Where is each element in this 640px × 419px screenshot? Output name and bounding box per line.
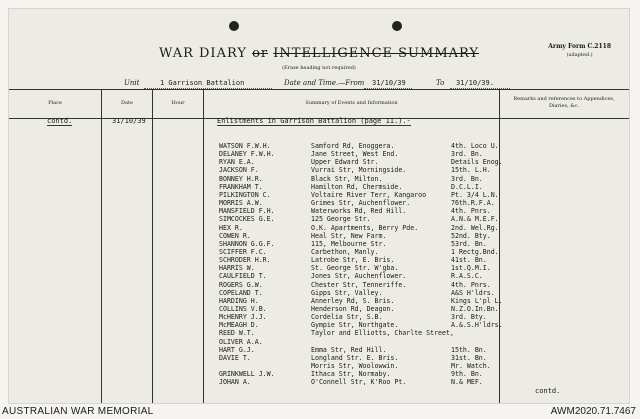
enlistee-name: COWEN R.	[219, 231, 251, 240]
enlistee-name: COPELAND T.	[219, 288, 263, 297]
enlistee-name: OLIVER A.A.	[219, 337, 263, 346]
enlistee-address: Gipps Str, Valley.	[311, 288, 383, 297]
archive-name: AUSTRALIAN WAR MEMORIAL	[2, 406, 154, 417]
enlistee-name: RYAN E.A.	[219, 158, 255, 167]
date-cell: 31/10/39	[112, 117, 146, 125]
enlistee-unit: 52nd. Bty.	[451, 231, 491, 240]
enlistee-address: Carbethon, Manly.	[311, 247, 379, 256]
col-rule-2	[152, 89, 153, 403]
datetime-label: Date and Time.—From	[284, 79, 365, 87]
enlistee-name: HARRIS W.	[219, 264, 255, 273]
enlistee-unit: 76th.R.F.A.	[451, 199, 495, 208]
enlistee-address: Samford Rd, Enoggera.	[311, 142, 395, 150]
form-title	[9, 46, 629, 61]
col-header-hour: Hour	[171, 100, 185, 106]
enlistee-name: GRINKWELL J.W.	[219, 370, 275, 379]
list-item	[219, 281, 509, 289]
enlistee-address: Black Str, Milton.	[311, 174, 383, 183]
enlistee-address: Cordelia Str, S.B.	[311, 313, 383, 322]
to-label: To	[436, 79, 445, 87]
list-item	[219, 183, 509, 191]
list-item	[219, 240, 509, 248]
enlistee-name: MANSFIELD F.H.	[219, 207, 275, 216]
remarks-contd: contd.	[535, 387, 561, 395]
enlistee-name: SIMCOCKES G.E.	[219, 215, 275, 224]
enlistee-unit: R.A.S.C.	[451, 272, 483, 281]
summary-heading: Enlistments in Garrison Battalion (page 11.).-	[217, 117, 411, 125]
enlistee-address: Vurrai Str, Morningside.	[311, 166, 407, 175]
enlistee-name: JOHAN A.	[219, 378, 251, 387]
enlistee-unit: 1st.Q.M.I.	[451, 264, 491, 273]
enlistee-address: Jones Str, Auchenflower.	[311, 272, 407, 281]
enlistee-unit: Kings L'pl L.	[451, 296, 503, 305]
enlistee-name: HART G.J.	[219, 345, 255, 354]
enlistee-unit: 31st. Bn.	[451, 353, 487, 362]
enlistee-name: MORRIS A.W.	[219, 199, 263, 208]
enlistee-unit: 3rd. Bty.	[451, 313, 487, 322]
enlistee-unit: A.N.& M.E.F.	[451, 215, 499, 224]
enlistee-address: O'Connell Str, K'Roo Pt.	[311, 378, 407, 387]
archive-footer	[0, 404, 640, 419]
enlistee-address: Ithaca Str, Normaby.	[311, 370, 391, 379]
punch-hole-left	[229, 21, 239, 31]
enlistee-unit: 41st. Bn.	[451, 256, 487, 265]
enlistee-address: 115, Melbourne Str.	[311, 239, 387, 248]
enlistee-name: JACKSON F.	[219, 166, 259, 175]
enlistee-address: Hamilton Rd, Chermside.	[311, 182, 403, 191]
list-item	[219, 207, 509, 215]
enlistee-address: Jane Street, West End.	[311, 150, 399, 159]
enlistee-unit: Pt. 3/4 L.N.	[451, 190, 499, 199]
list-item	[219, 199, 509, 207]
army-form-label	[548, 43, 611, 59]
list-item	[219, 346, 509, 354]
enlistee-address: Voltaire River Terr, Kangaroo	[311, 190, 427, 199]
enlistee-unit: 53rd. Bn.	[451, 239, 487, 248]
title-war-diary: WAR DIARY	[158, 46, 247, 61]
col-rule-3	[203, 89, 204, 403]
list-item	[219, 158, 509, 166]
enlistee-unit: 1 Rectg.Bnd.	[451, 247, 499, 256]
enlistee-address: O.K. Apartments, Berry Pde.	[311, 223, 419, 232]
list-item	[219, 256, 509, 264]
army-form-number: Army Form C.2118	[548, 43, 611, 50]
enlistee-address: Longland Str. E. Bris.	[311, 353, 399, 362]
enlistee-name: SCIFFER F.C.	[219, 247, 267, 256]
enlistee-unit: 9th. Bn.	[451, 370, 483, 379]
enlistee-unit: 2nd. Wel.Rg.	[451, 223, 499, 232]
list-item	[219, 215, 509, 223]
title-or: or	[252, 46, 269, 61]
col-header-date: Date	[121, 100, 133, 106]
list-item	[219, 175, 509, 183]
diary-page	[9, 9, 629, 403]
enlistee-name: SHANNON G.G.F.	[219, 239, 275, 248]
unit-date-line	[124, 79, 519, 89]
list-item	[219, 370, 509, 378]
enlistee-unit: Details Enog.	[451, 158, 503, 167]
list-item	[219, 321, 509, 329]
enlistee-unit: A.&.S.H'ldrs.	[451, 321, 503, 330]
enlistee-unit: 4th. Loco U.	[451, 142, 499, 150]
list-item	[219, 297, 509, 305]
list-item	[219, 224, 509, 232]
enlistee-address: Gympie Str, Northgate.	[311, 321, 399, 330]
enlistee-unit: 4th. Pnrs.	[451, 280, 491, 289]
list-item	[219, 150, 509, 158]
enlistee-name: SCHRODER H.R.	[219, 256, 271, 265]
enlistee-name: FRANKHAM T.	[219, 182, 263, 191]
enlistee-name: DELANEY F.W.H.	[219, 150, 275, 159]
enlistee-address: Waterworks Rd, Red Hill.	[311, 207, 407, 216]
enlistee-name: McHENRY J.J.	[219, 313, 267, 322]
list-item	[219, 362, 509, 370]
enlistee-address: Chester Str, Tenneriffe.	[311, 280, 407, 289]
col-header-summary: Summary of Events and Information	[305, 100, 398, 106]
enlistee-name: HEX R.	[219, 223, 243, 232]
list-item	[219, 329, 509, 337]
enlistee-address: Morris Str, Woolowwin.	[311, 362, 399, 371]
list-item	[219, 313, 509, 321]
title-intelligence-summary: INTELLIGENCE SUMMARY	[273, 46, 479, 61]
list-item	[219, 264, 509, 272]
enlistee-address: Henderson Rd, Deagon.	[311, 305, 395, 313]
enlistee-address: Latrobe Str, E. Bris.	[311, 256, 395, 265]
to-date: 31/10/39.	[456, 79, 494, 87]
list-item	[219, 289, 509, 297]
place-cell: contd.	[47, 117, 73, 125]
unit-label: Unit	[124, 79, 140, 87]
enlistee-unit: 3rd. Bn.	[451, 150, 483, 159]
form-subtitle: (Erase heading not required)	[282, 65, 356, 71]
enlistee-name: PILKINGTON C.	[219, 190, 271, 199]
enlistee-name: HARDING H.	[219, 296, 259, 305]
enlistee-address: Grimes Str, Auchenflower.	[311, 199, 411, 208]
enlistee-address: 125 George Str.	[311, 215, 371, 224]
list-item	[219, 166, 509, 174]
list-item	[219, 248, 509, 256]
enlistee-unit: N.Z.O.In.Bn.	[451, 305, 499, 313]
list-item	[219, 191, 509, 199]
enlistee-name: McMEAGH D.	[219, 321, 259, 330]
enlistee-name: BONNEY H.R.	[219, 174, 263, 183]
enlistee-address: St. George Str. W'gba.	[311, 264, 399, 273]
enlistee-unit: Mr. Watch.	[451, 362, 491, 371]
enlistee-name: WATSON F.W.H.	[219, 142, 271, 150]
enlistee-address: Heal Str, New Farm.	[311, 231, 387, 240]
enlistee-address: Taylor and Elliotts, Charlte Street,	[311, 329, 454, 338]
list-item	[219, 305, 509, 313]
table-top-rule	[9, 89, 629, 90]
punch-hole-right	[392, 21, 402, 31]
army-form-note: (adapted.)	[566, 52, 593, 58]
list-item	[219, 338, 509, 346]
list-item	[219, 142, 509, 150]
enlistee-unit: 15th. Bn.	[451, 345, 487, 354]
list-item	[219, 378, 509, 386]
from-date: 31/10/39	[372, 79, 406, 87]
enlistee-name: REED W.T.	[219, 329, 255, 338]
archive-reference: AWM2020.71.7467	[550, 406, 636, 417]
enlistee-unit: 4th. Pnrs.	[451, 207, 491, 216]
enlistee-unit: 15th. L.H.	[451, 166, 491, 175]
enlistee-name: CAULFIELD T.	[219, 272, 267, 281]
col-rule-1	[101, 89, 102, 403]
unit-value: 1 Garrison Battalion	[160, 79, 245, 87]
col-header-remarks: Remarks and references to Appendices, Diaries, &c.	[513, 96, 615, 109]
enlistee-name: DAVIE T.	[219, 353, 251, 362]
enlistee-unit: D.C.L.I.	[451, 182, 483, 191]
enlistee-unit: N.& MEF.	[451, 378, 483, 387]
list-item	[219, 232, 509, 240]
enlistee-unit: A&S H'ldrs.	[451, 288, 495, 297]
enlistee-name: COLLINS V.B.	[219, 305, 267, 313]
enlistee-address: Emma Str, Red Hill.	[311, 345, 387, 354]
enlistee-address: Annerley Rd, S. Bris.	[311, 296, 395, 305]
list-item	[219, 272, 509, 280]
col-header-place: Place	[48, 100, 62, 106]
enlistee-unit: 3rd. Bn.	[451, 174, 483, 183]
enlistee-name: ROGERS G.W.	[219, 280, 263, 289]
enlistee-address: Upper Edward Str.	[311, 158, 379, 167]
list-item	[219, 354, 509, 362]
